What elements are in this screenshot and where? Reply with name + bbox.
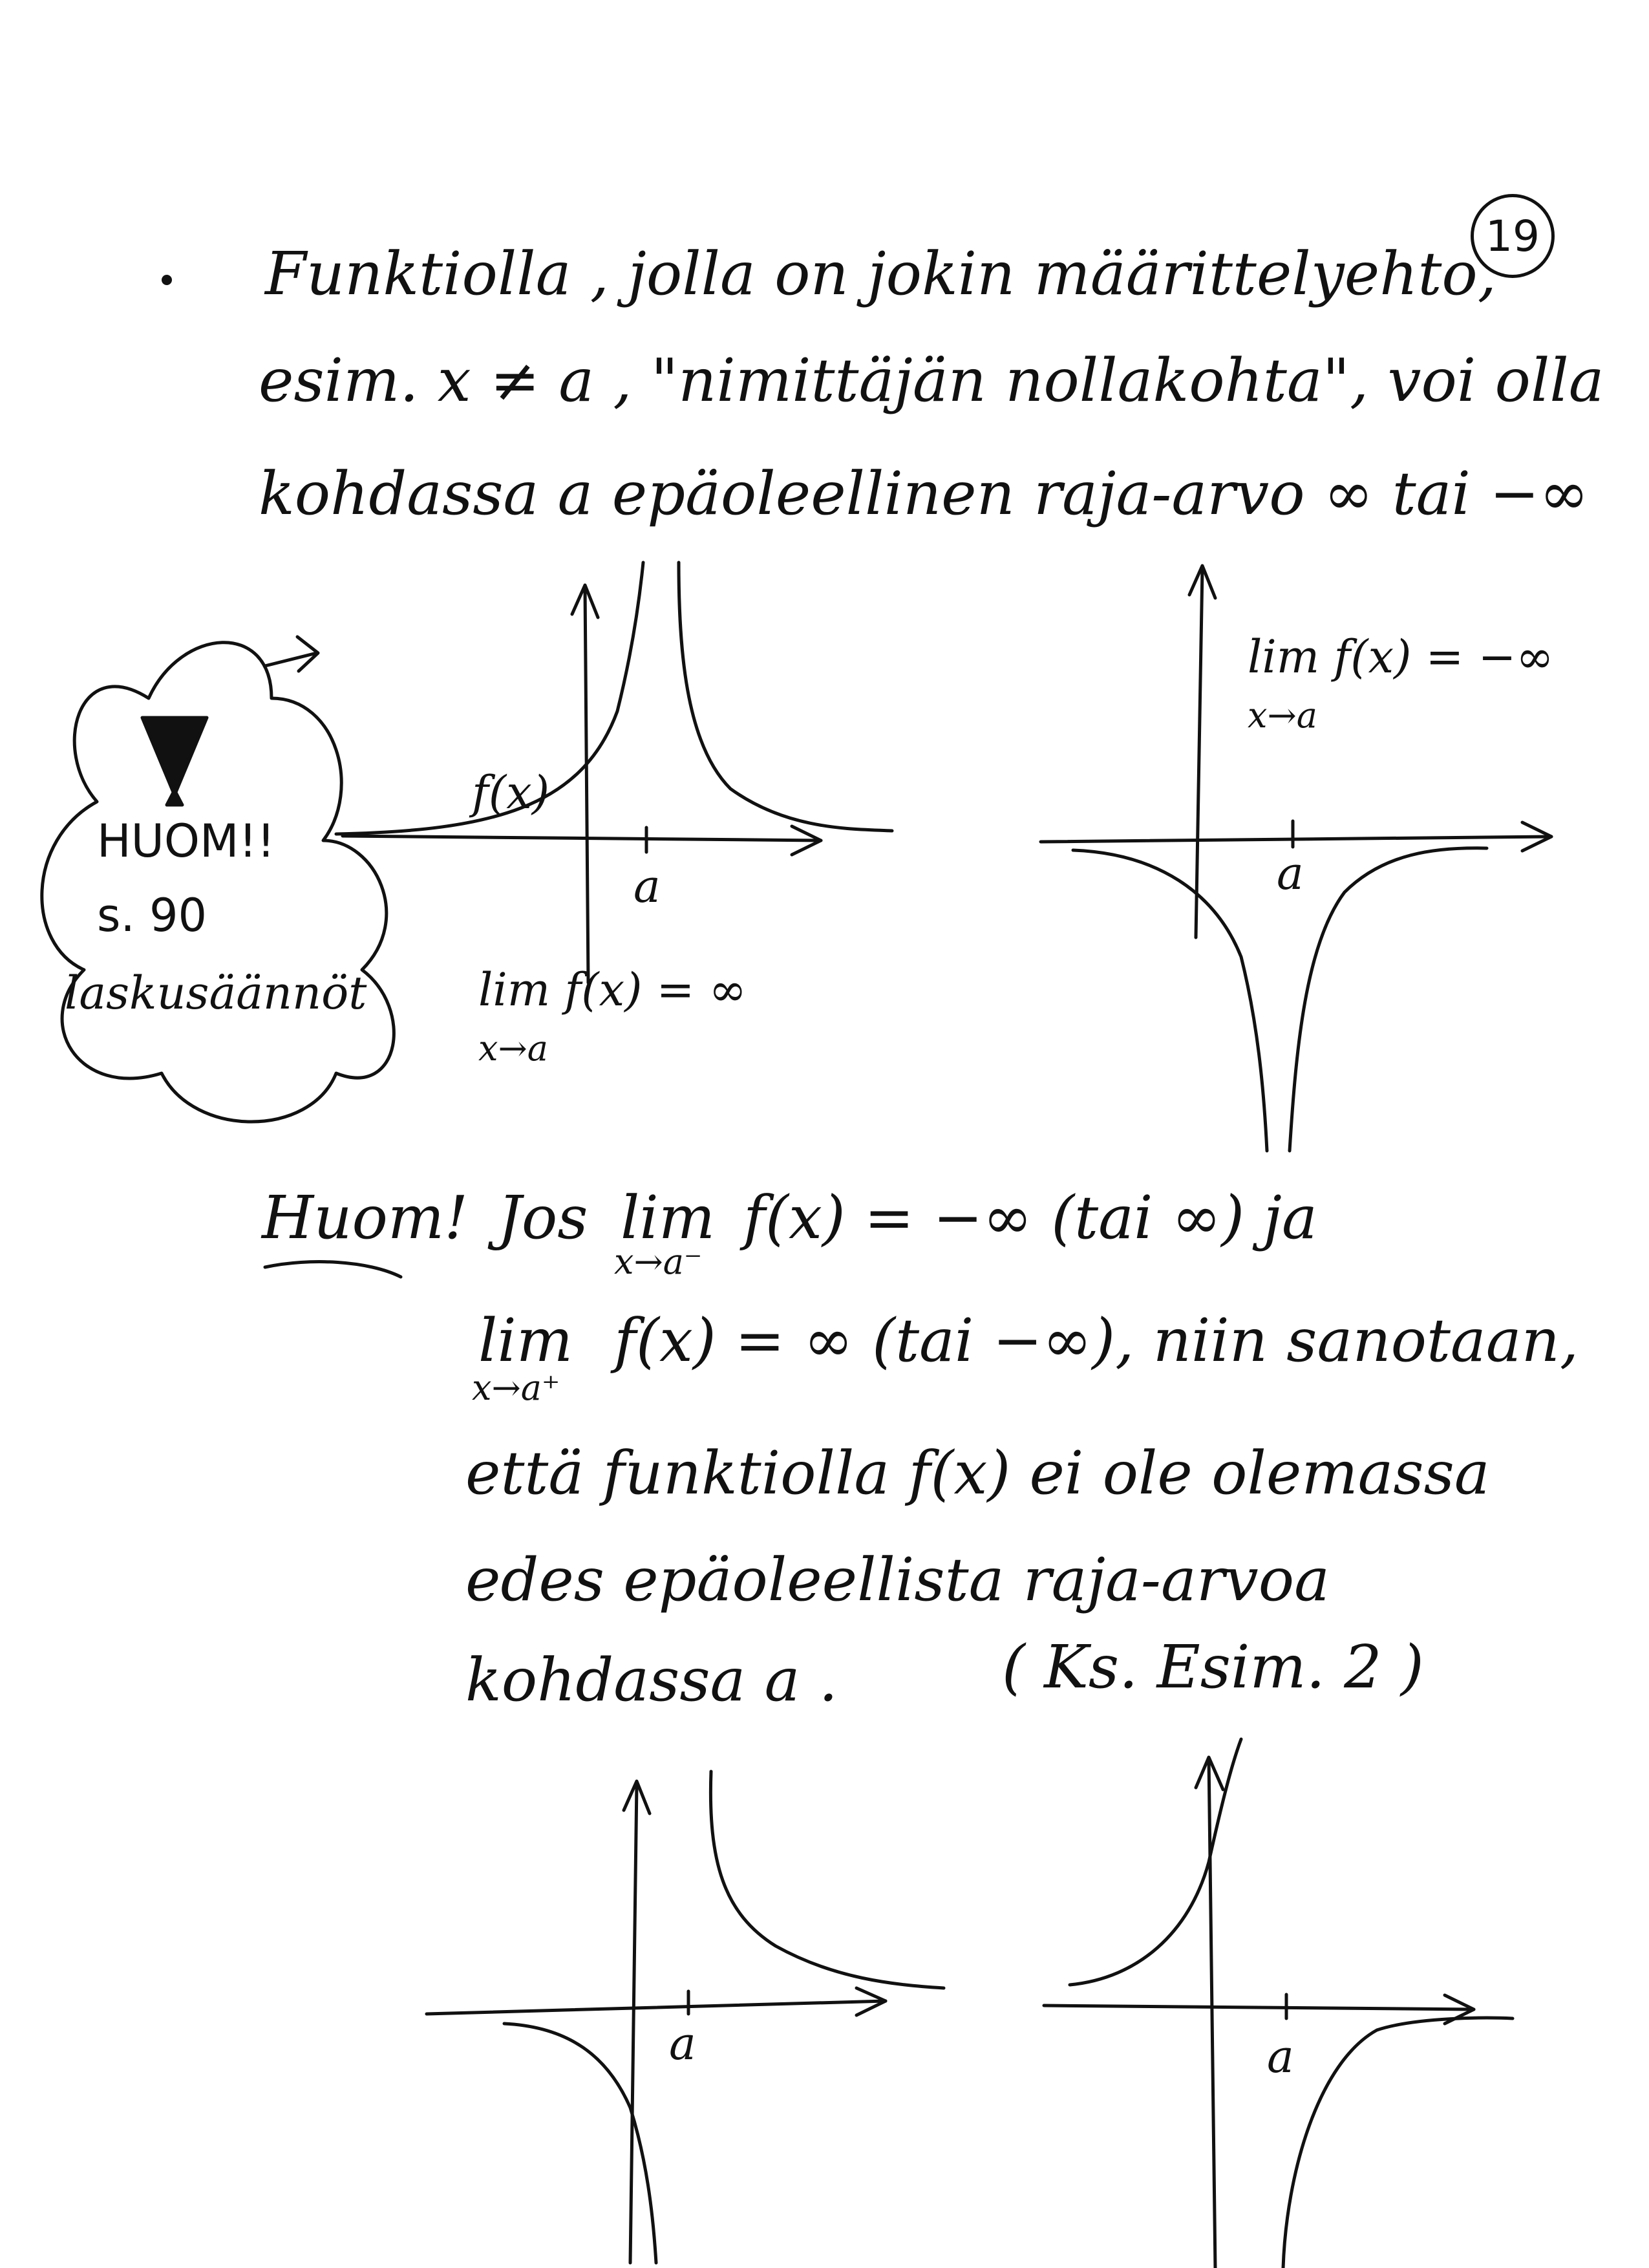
note2-line2-expr: f(x) = ∞ (tai −∞), niin sanotaan, [614,1306,1579,1375]
bl-y-axis [630,1784,637,2263]
bl-x-axis [427,2001,886,2014]
page-number: 19 [1471,194,1555,278]
note2-line3: että funktiolla f(x) ei ole olemassa [465,1439,1490,1508]
cloud-outline [42,643,394,1122]
note2-line2-lim: lim [478,1306,573,1375]
tr-limit-sub: x→a [1248,695,1317,736]
warning-triangle [142,718,207,795]
note2-line1-expr: f(x) = −∞ (tai ∞) ja [743,1183,1317,1252]
br-tick-label: a [1267,2030,1294,2083]
cloud-note-line1: HUOM!! [97,815,275,868]
tl-limit: lim f(x) = ∞ [478,963,747,1016]
note2-line1-lim: lim [621,1183,716,1252]
tr-limit: lim f(x) = −∞ [1248,630,1554,683]
paragraph1-line2: esim. x ≠ a , "nimittäjän nollakohta", voi olla [259,346,1604,415]
note2-line1-sub: x→a⁻ [614,1241,703,1282]
cloud-note-line2: s. 90 [97,889,207,942]
tr-curve-right [1290,848,1487,1151]
note2-line5: kohdassa a . [465,1645,838,1715]
br-x-axis [1044,2006,1474,2009]
tl-curve-right [679,562,892,831]
br-curve-right [1283,2018,1513,2268]
tl-limit-sub: x→a [478,1028,548,1069]
bl-tick-label: a [669,2017,696,2070]
tl-x-axis [343,836,821,840]
note2-line4: edes epäoleellista raja-arvoa [465,1545,1330,1614]
tl-y-axis [585,588,588,983]
warning-dot [167,790,182,805]
cloud-arrow [265,637,318,671]
tr-tick-label: a [1277,847,1304,900]
tl-function-label: f(x) [472,766,550,819]
bl-curve-right [710,1771,944,1988]
paragraph1-line1: Funktiolla , jolla on jokin määrittelyehto, [265,239,1497,308]
tr-y-axis [1196,569,1202,937]
paragraph1-line3: kohdassa a epäoleellinen raja-arvo ∞ tai −∞ [259,459,1589,528]
note2-reference: ( Ks. Esim. 2 ) [1002,1632,1424,1702]
tr-curve-left [1073,850,1267,1151]
note2-line2-sub: x→a⁺ [472,1367,560,1408]
huom-underline [265,1262,401,1277]
note2-heading: Huom! [262,1183,469,1252]
note2-line1-pre: Jos [498,1183,588,1252]
tl-tick-label: a [633,860,661,913]
tr-x-axis [1041,837,1551,842]
cloud-note-line3: laskusäännöt [65,967,367,1020]
